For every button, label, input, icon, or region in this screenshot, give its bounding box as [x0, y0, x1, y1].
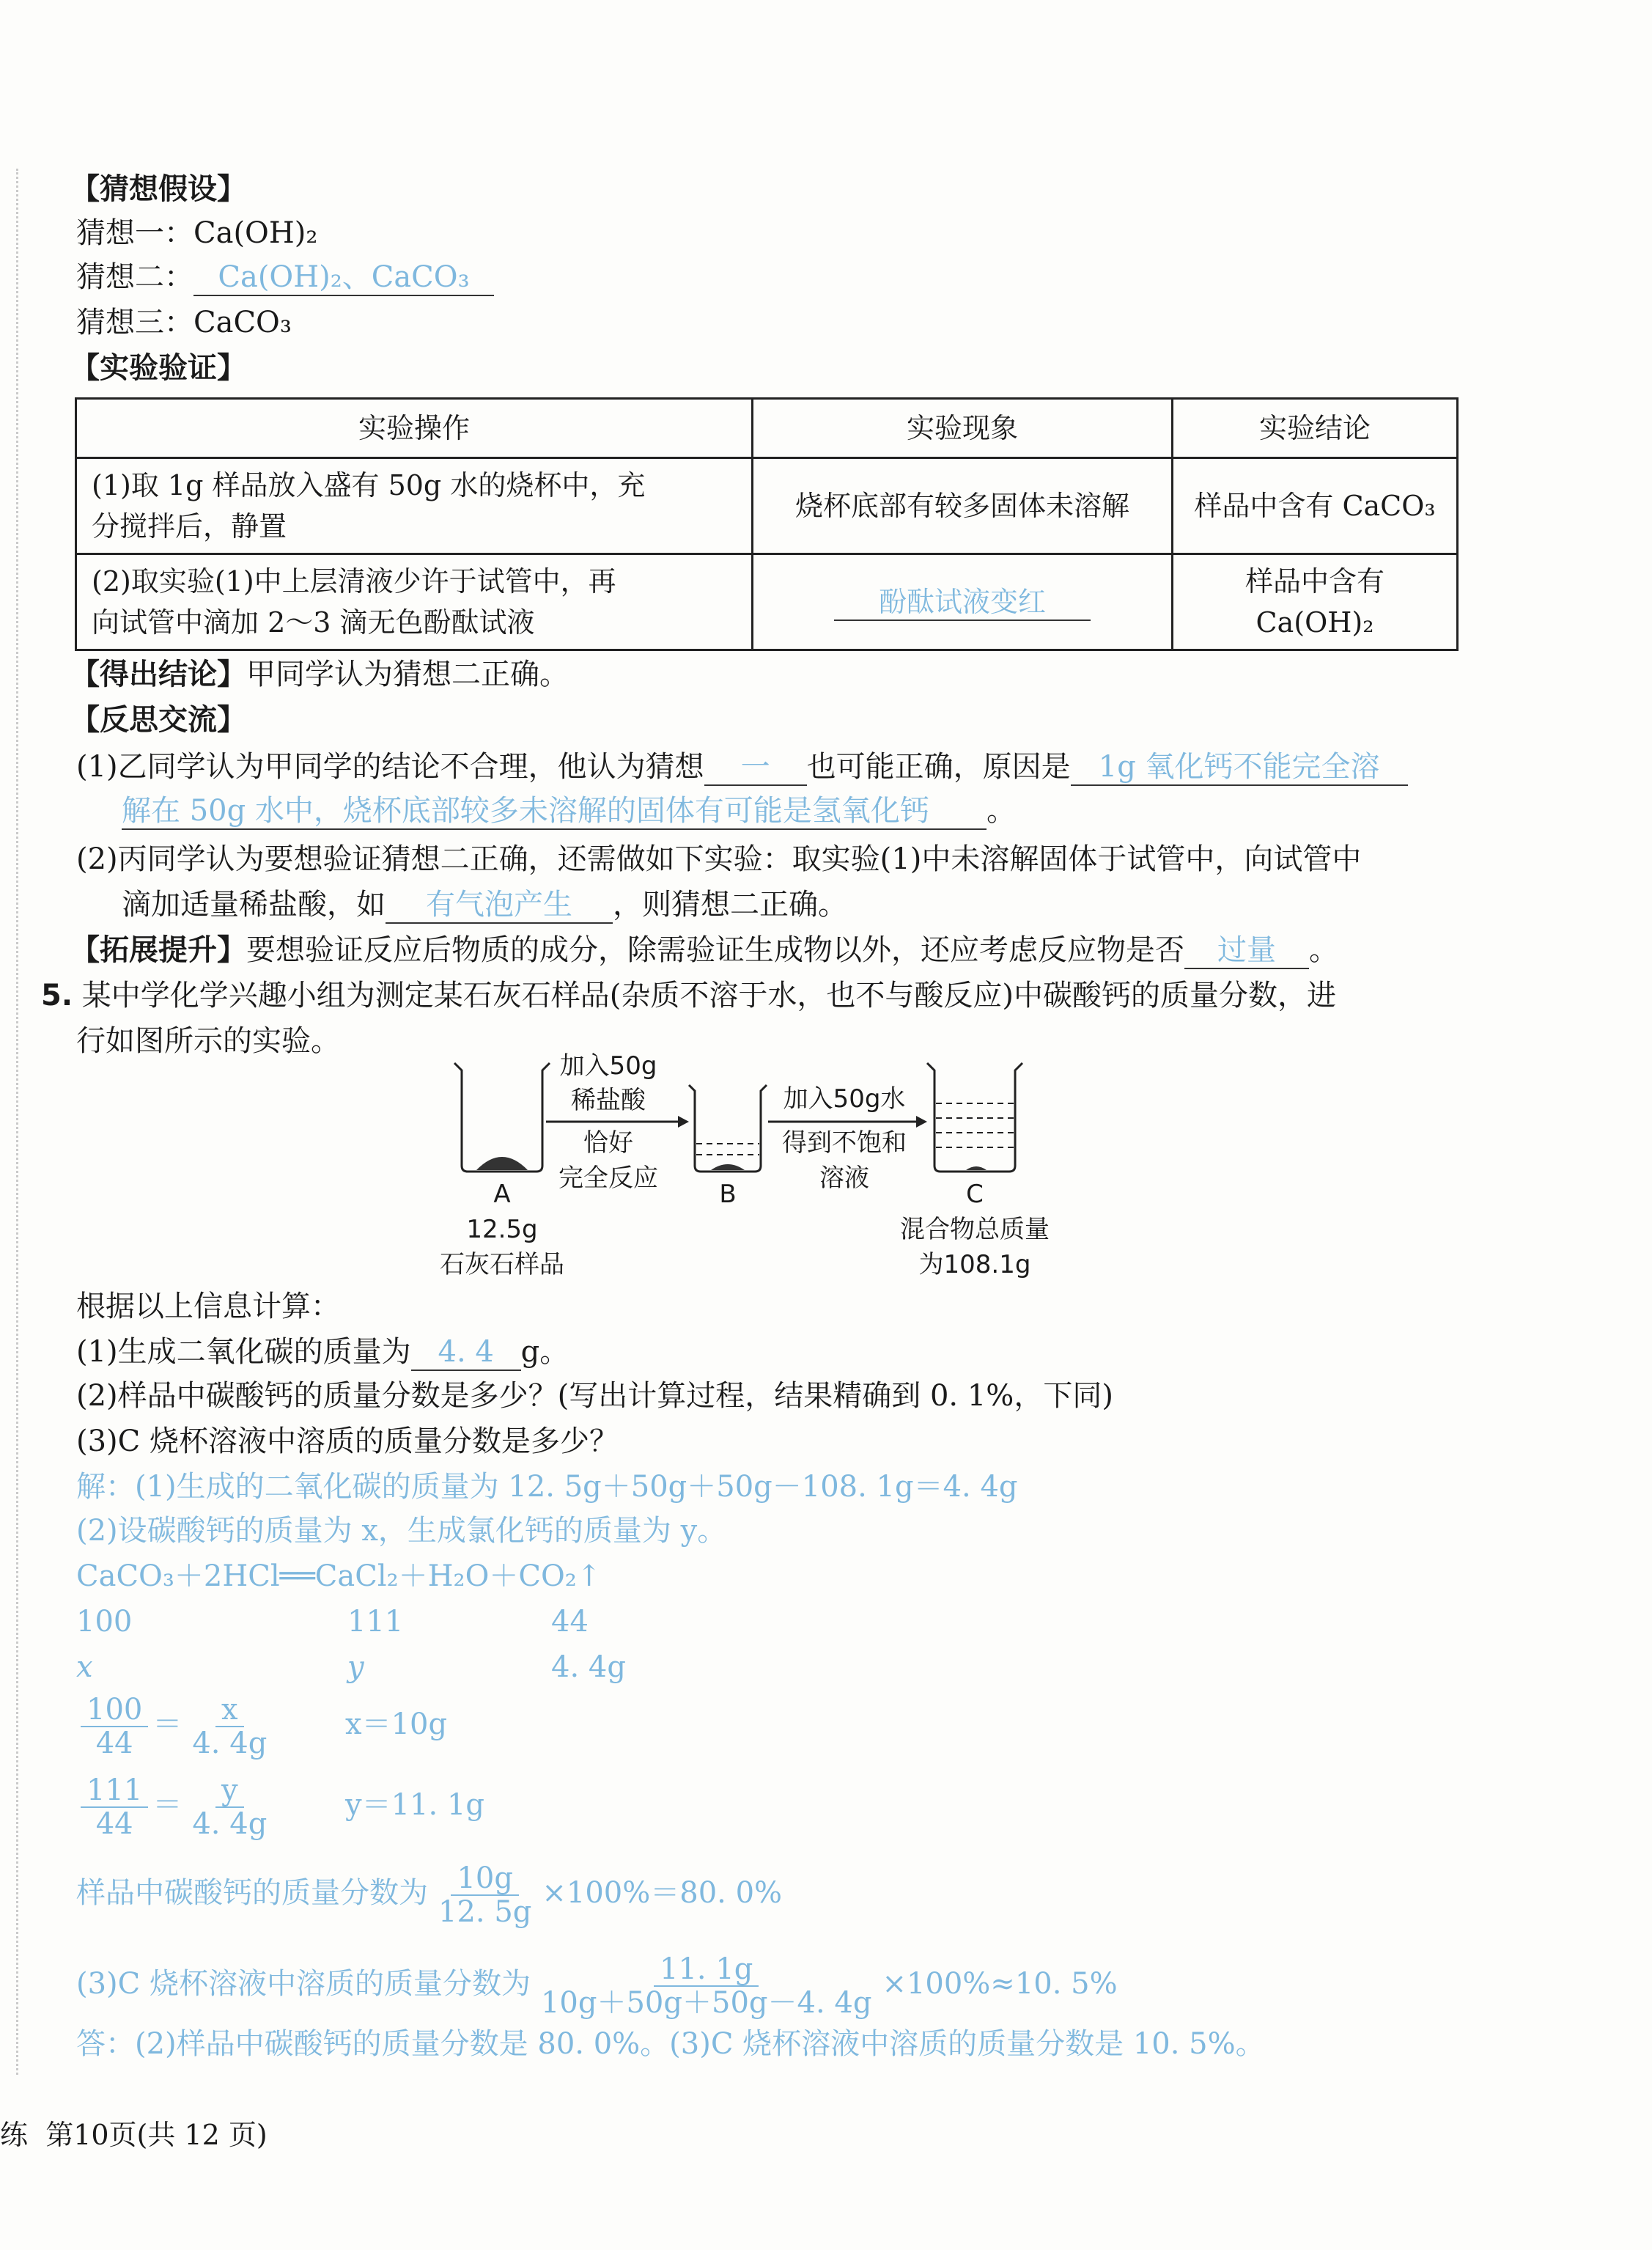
- problem5-text-line1: 某中学化学兴趣小组为测定某石灰石样品(杂质不溶于水，也不与酸反应)中碳酸钙的质量分数，进: [81, 979, 1336, 1012]
- arrow-2: [768, 1116, 927, 1128]
- fraction-x-4.4: [186, 1694, 273, 1760]
- reflection-q1-blank1[interactable]: 一: [704, 749, 807, 786]
- fraction-denominator: 4. 4g: [192, 1727, 268, 1760]
- solution-var-y: y: [347, 1650, 364, 1684]
- table-row: [76, 554, 1458, 650]
- equals-sign: ＝: [152, 1707, 182, 1741]
- row1-operation: [76, 458, 753, 554]
- beaker-a-desc: 石灰石样品: [440, 1250, 564, 1279]
- problem5-q2: (2)样品中碳酸钙的质量分数是多少？(写出计算过程，结果精确到 0. 1%，下同): [76, 1379, 1113, 1413]
- fraction-denominator: 4. 4g: [192, 1807, 268, 1841]
- reflection-q1-line1: [76, 746, 1408, 787]
- problem5-q1: [76, 1331, 569, 1372]
- row1-op-line1: (1)取 1g 样品放入盛有 50g 水的烧杯中，充: [92, 469, 646, 501]
- binding-line: [16, 169, 18, 2075]
- calc-intro: 根据以上信息计算：: [76, 1290, 340, 1323]
- row1-conclusion: 样品中含有 CaCO₃: [1173, 458, 1458, 554]
- percent1-text: 样品中碳酸钙的质量分数为: [76, 1876, 428, 1910]
- hypothesis-1: 猜想一：Ca(OH)₂: [76, 216, 318, 250]
- conclusion-text: 甲同学认为猜想二正确。: [246, 658, 569, 691]
- arrow1-label-3: 恰好: [583, 1128, 633, 1158]
- extension-text: 要想验证反应后物质的成分，除需验证生成物以外，还应考虑反应物是否: [246, 933, 1184, 967]
- beaker-a: [454, 1063, 550, 1172]
- beaker-c: [927, 1063, 1022, 1172]
- solution-var-x: x: [76, 1650, 93, 1684]
- arrow1-label-1: 加入50g: [559, 1051, 657, 1081]
- fraction-numerator: 100: [81, 1694, 148, 1727]
- beaker-b: [689, 1085, 767, 1172]
- beaker-c-label: C: [966, 1180, 984, 1209]
- problem5-line1: [41, 975, 1336, 1016]
- extension-line: [70, 930, 1338, 971]
- solution-step1: 解：(1)生成的二氧化碳的质量为 12. 5g＋50g＋50g－108. 1g＝4. 4g: [76, 1470, 1018, 1504]
- fraction-111-44: [81, 1774, 148, 1840]
- fraction-denominator: 12. 5g: [438, 1895, 532, 1929]
- footer-left: 练: [0, 2119, 29, 2151]
- problem5-q1-text-b: g。: [520, 1335, 569, 1369]
- fraction-11.1-total: [535, 1953, 877, 2019]
- reflection-heading: 【反思交流】: [70, 703, 246, 737]
- reflection-q1-line2: [122, 790, 1016, 831]
- beaker-c-desc: 混合物总质量: [900, 1215, 1050, 1244]
- solution-mass-100: 100: [76, 1605, 133, 1639]
- fraction-100-44: [81, 1694, 148, 1760]
- experiment-table: [75, 397, 1459, 651]
- header-operation: 实验操作: [76, 399, 753, 458]
- solution-percent-cacl2: [76, 1953, 1118, 2019]
- fraction-denominator: 44: [95, 1727, 133, 1760]
- header-phenomenon: 实验现象: [753, 399, 1173, 458]
- percent1-result: ×100%＝80. 0%: [542, 1876, 783, 1910]
- conclusion-line: [70, 654, 569, 695]
- reflection-q2-text-b: ，则猜想二正确。: [613, 888, 847, 922]
- problem5-q3: (3)C 烧杯溶液中溶质的质量分数是多少？: [76, 1424, 619, 1458]
- problem5-line2: 行如图所示的实验。: [76, 1024, 340, 1058]
- arrow-1: [546, 1116, 689, 1128]
- problem5-number: 5.: [41, 979, 73, 1012]
- solution-y-result: y＝11. 1g: [345, 1788, 484, 1822]
- hypothesis-3: 猜想三：CaCO₃: [76, 306, 292, 339]
- beaker-b-label: B: [719, 1180, 737, 1209]
- fraction-numerator: y: [215, 1774, 244, 1808]
- arrow1-label-4: 完全反应: [558, 1163, 658, 1193]
- arrow2-label-3: 溶液: [819, 1163, 869, 1193]
- table-row: [76, 458, 1458, 554]
- solution-x-result: x＝10g: [345, 1707, 448, 1741]
- reflection-q1-text-b: 也可能正确，原因是: [806, 750, 1071, 784]
- equals-sign: ＝: [152, 1788, 182, 1822]
- row2-phenomenon-answer[interactable]: 酚酞试液变红: [834, 584, 1091, 621]
- footer: [0, 2114, 268, 2155]
- row2-conclusion: 样品中含有 Ca(OH)₂: [1173, 554, 1458, 650]
- hypothesis-2: [76, 257, 494, 298]
- table-header-row: [76, 399, 1458, 458]
- arrow1-label-2: 稀盐酸: [571, 1086, 646, 1115]
- extension-blank[interactable]: 过量: [1184, 933, 1309, 969]
- hypothesis-2-answer[interactable]: Ca(OH)₂、CaCO₃: [193, 260, 494, 296]
- experiment-diagram: [410, 1048, 1143, 1283]
- solution-mass-111: 111: [347, 1605, 404, 1639]
- row2-operation: [76, 554, 753, 650]
- header-conclusion: 实验结论: [1173, 399, 1458, 458]
- beaker-a-mass: 12.5g: [466, 1215, 538, 1244]
- beaker-a-label: A: [493, 1180, 511, 1209]
- hypothesis-2-label: 猜想二：: [76, 260, 193, 294]
- fraction-numerator: 10g: [451, 1862, 519, 1896]
- fraction-10-12.5: [432, 1862, 537, 1928]
- row2-op-line2: 向试管中滴加 2～3 滴无色酚酞试液: [92, 606, 535, 639]
- fraction-y-4.4: [186, 1774, 273, 1840]
- row1-phenomenon: 烧杯底部有较多固体未溶解: [753, 458, 1173, 554]
- solution-answer: 答：(2)样品中碳酸钙的质量分数是 80. 0%。(3)C 烧杯溶液中溶质的质量分数是 10. 5%。: [76, 2027, 1265, 2061]
- solution-co2-mass: 4. 4g: [551, 1650, 626, 1684]
- solution-percent-caco3: [76, 1862, 782, 1928]
- extension-heading: 【拓展提升】: [70, 933, 246, 967]
- solution-proportion-y: [76, 1774, 484, 1840]
- fraction-denominator: 44: [95, 1807, 133, 1841]
- hypothesis-heading: 【猜想假设】: [70, 172, 246, 206]
- arrow2-label-1: 加入50g水: [783, 1084, 906, 1114]
- reflection-q2-blank[interactable]: 有气泡产生: [386, 887, 613, 924]
- conclusion-heading: 【得出结论】: [70, 658, 246, 691]
- solution-mass-44: 44: [551, 1605, 589, 1639]
- reflection-q1-answer-line1[interactable]: 1g 氧化钙不能完全溶: [1071, 749, 1408, 786]
- reflection-q2-line2: [122, 884, 847, 925]
- reflection-q2-line1: (2)丙同学认为要想验证猜想二正确，还需做如下实验：取实验(1)中未溶解固体于试管中，向试管中: [76, 842, 1362, 876]
- reflection-q1-answer-line2[interactable]: 解在 50g 水中，烧杯底部较多未溶解的固体有可能是氢氧化钙: [122, 793, 987, 830]
- percent2-text: (3)C 烧杯溶液中溶质的质量分数为: [76, 1967, 531, 2001]
- solution-proportion-x: [76, 1694, 447, 1760]
- percent2-result: ×100%≈10. 5%: [882, 1967, 1118, 2001]
- fraction-numerator: 111: [81, 1774, 148, 1808]
- reflection-q2-text-a: 滴加适量稀盐酸，如: [122, 888, 386, 922]
- reflection-q1-end: 。: [987, 794, 1016, 828]
- verification-heading: 【实验验证】: [70, 351, 246, 385]
- fraction-numerator: x: [215, 1694, 244, 1727]
- fraction-denominator: 10g＋50g＋50g－4. 4g: [540, 1986, 872, 2020]
- beaker-c-mass: 为108.1g: [918, 1250, 1031, 1279]
- problem5-q1-text-a: (1)生成二氧化碳的质量为: [76, 1335, 411, 1369]
- reflection-q1-text-a: (1)乙同学认为甲同学的结论不合理，他认为猜想: [76, 750, 704, 784]
- row1-op-line2: 分搅拌后，静置: [92, 510, 287, 543]
- page-number: 第10页(共 12 页): [45, 2119, 268, 2151]
- solution-equation: CaCO₃＋2HCl══CaCl₂＋H₂O＋CO₂↑: [76, 1559, 602, 1593]
- solution-step2: (2)设碳酸钙的质量为 x，生成氯化钙的质量为 y。: [76, 1514, 727, 1548]
- fraction-numerator: 11. 1g: [654, 1953, 759, 1987]
- problem5-q1-blank[interactable]: 4. 4: [411, 1334, 521, 1371]
- arrow2-label-2: 得到不饱和: [782, 1128, 907, 1158]
- extension-end: 。: [1309, 933, 1338, 967]
- row2-op-line1: (2)取实验(1)中上层清液少许于试管中，再: [92, 565, 616, 598]
- row2-phenomenon: [753, 554, 1173, 650]
